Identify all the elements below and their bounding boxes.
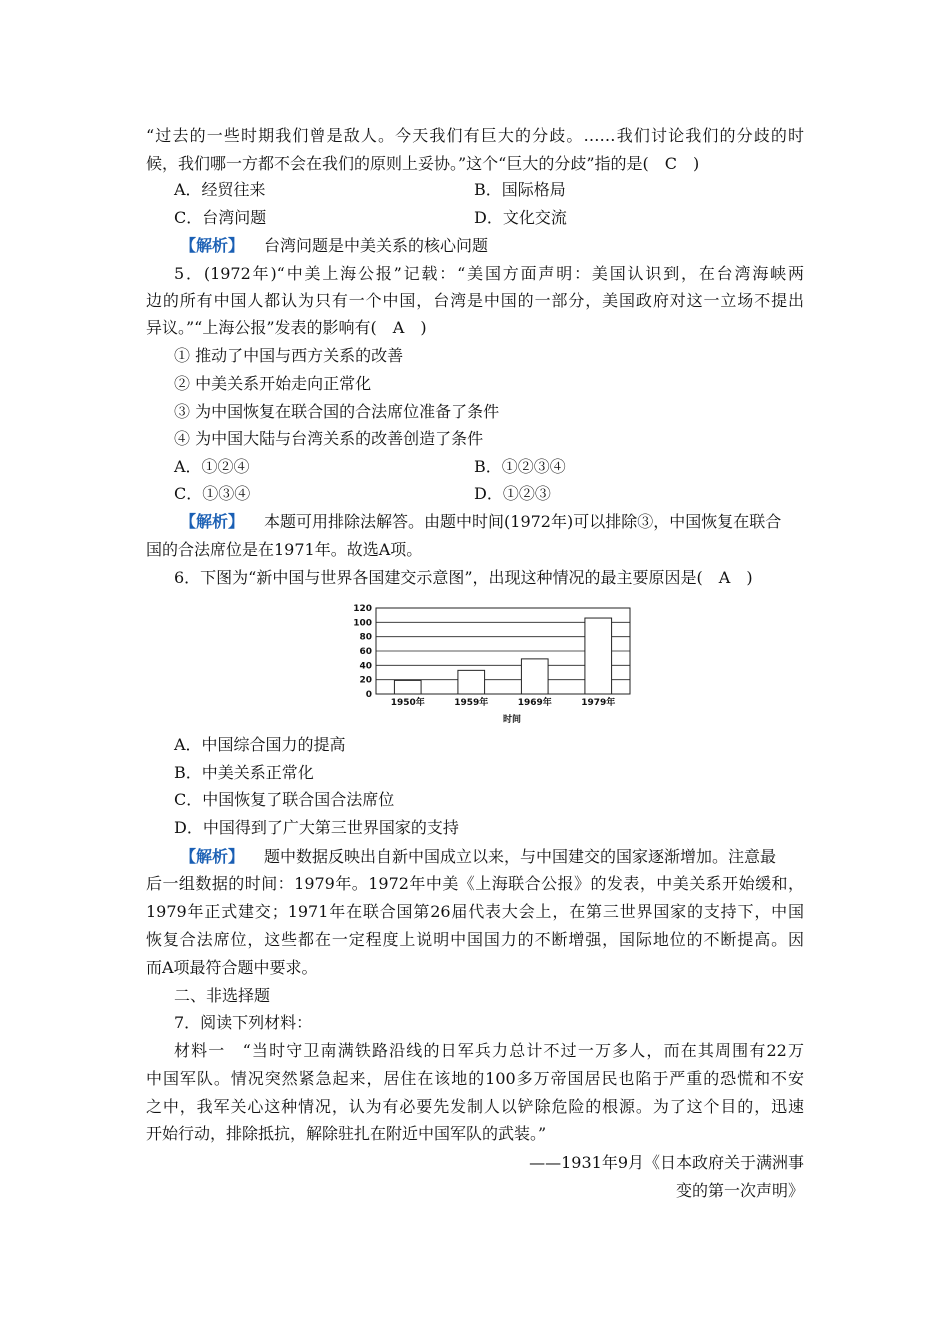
q5-item-4: ④ 为中国大陆与台湾关系的改善创造了条件 xyxy=(174,429,484,448)
y-tick-label: 40 xyxy=(359,661,372,672)
q4-stem-line-1: “过去的一些时期我们曾是敌人。今天我们有巨大的分歧。……我们讨论我们的分歧的时 xyxy=(146,126,804,145)
bar xyxy=(394,680,421,694)
q6-analysis-text-1: 题中数据反映出自新中国成立以来，与中国建交的国家逐渐增加。注意最 xyxy=(264,847,777,866)
x-axis-label: 时间 xyxy=(502,715,522,725)
section-heading: 二、非选择题 xyxy=(174,986,271,1005)
analysis-tag: 【解析】 xyxy=(180,512,245,531)
q7-source-line-2: 变的第一次声明》 xyxy=(675,1181,804,1200)
q6-option-c: C．中国恢复了联合国合法席位 xyxy=(174,790,395,809)
y-tick-label: 100 xyxy=(353,618,372,629)
q7-stem: 7．阅读下列材料： xyxy=(174,1013,313,1032)
q4-analysis-text: 台湾问题是中美关系的核心问题 xyxy=(264,236,489,255)
q5-option-c: C．①③④ xyxy=(174,484,251,503)
q5-analysis-line-2: 国的合法席位是在1971年。故选A项。 xyxy=(146,540,423,559)
x-tick-label: 1950年 xyxy=(390,698,425,708)
q6-option-b: B．中美关系正常化 xyxy=(174,763,314,782)
q4-option-a: A．经贸往来 xyxy=(174,180,266,199)
y-tick-label: 80 xyxy=(359,632,372,643)
q5-option-d: D．①②③ xyxy=(474,484,551,503)
q5-stem-line-1: 5．(1972年)“中美上海公报”记载：“美国方面声明：美国认识到，在台湾海峡两 xyxy=(174,264,804,283)
q6-analysis-line-4: 恢复合法席位，这些都在一定程度上说明中国国力的不断增强，国际地位的不断提高。因 xyxy=(146,930,804,949)
y-tick-label: 60 xyxy=(359,647,372,657)
diplomatic-relations-bar-chart xyxy=(342,598,642,728)
x-tick-label: 1969年 xyxy=(517,698,552,708)
q5-analysis-text-1: 本题可用排除法解答。由题中时间(1972年)可以排除③，中国恢复在联合 xyxy=(264,512,782,531)
q5-option-a: A．①②④ xyxy=(174,457,250,476)
q6-analysis-line-1 xyxy=(180,847,776,867)
q4-option-c: C．台湾问题 xyxy=(174,208,267,227)
q6-stem-line-1: 6．下图为“新中国与世界各国建交示意图”，出现这种情况的最主要原因是( A ) xyxy=(174,568,753,587)
q5-option-b: B．①②③④ xyxy=(474,457,566,476)
q5-item-3: ③ 为中国恢复在联合国的合法席位准备了条件 xyxy=(174,402,500,421)
q5-stem-line-3: 异议。”“上海公报”发表的影响有( A ) xyxy=(146,318,427,337)
q4-option-b: B．国际格局 xyxy=(474,180,566,199)
analysis-tag: 【解析】 xyxy=(180,236,245,255)
y-tick-label: 120 xyxy=(353,604,372,614)
q7-material-line-1: 材料一 “当时守卫南满铁路沿线的日军兵力总计不过一万多人，而在其周围有22万 xyxy=(174,1041,804,1060)
q6-option-d: D．中国得到了广大第三世界国家的支持 xyxy=(174,818,459,837)
q6-option-a: A．中国综合国力的提高 xyxy=(174,735,346,754)
q7-material-line-4: 开始行动，排除抵抗，解除驻扎在附近中国军队的武装。” xyxy=(146,1124,547,1143)
q7-material-line-3: 之中，我军关心这种情况，认为有必要先发制人以铲除危险的根源。为了这个目的，迅速 xyxy=(146,1097,804,1116)
q7-material-line-2: 中国军队。情况突然紧急起来，居住在该地的100多万帝国居民也陷于严重的恐慌和不安 xyxy=(146,1069,804,1088)
q7-source-line-1: ——1931年9月《日本政府关于满洲事 xyxy=(529,1153,804,1172)
q6-analysis-line-5: 而A项最符合题中要求。 xyxy=(146,958,318,977)
q4-option-d: D．文化交流 xyxy=(474,208,567,227)
x-tick-label: 1959年 xyxy=(454,698,489,708)
q5-analysis-line-1 xyxy=(180,512,781,532)
x-tick-label: 1979年 xyxy=(581,698,616,708)
q5-stem-line-2: 边的所有中国人都认为只有一个中国，台湾是中国的一部分，美国政府对这一立场不提出 xyxy=(146,291,804,310)
analysis-tag: 【解析】 xyxy=(180,847,245,866)
y-tick-label: 20 xyxy=(359,675,372,686)
chart-bars xyxy=(394,618,611,694)
bar xyxy=(521,659,548,694)
q5-item-2: ② 中美关系开始走向正常化 xyxy=(174,374,372,393)
q5-item-1: ① 推动了中国与西方关系的改善 xyxy=(174,346,404,365)
bar xyxy=(585,618,612,694)
y-tick-label: 0 xyxy=(365,690,372,700)
q4-stem-line-2: 候，我们哪一方都不会在我们的原则上妥协。”这个“巨大的分歧”指的是( C ) xyxy=(146,154,700,173)
q6-analysis-line-2: 后一组数据的时间：1979年。1972年中美《上海联合公报》的发表，中美关系开始缓和， xyxy=(146,874,804,893)
bar xyxy=(458,670,485,694)
q4-analysis xyxy=(180,236,488,256)
q6-analysis-line-3: 1979年正式建交；1971年在联合国第26届代表大会上，在第三世界国家的支持下，中国 xyxy=(146,902,804,921)
